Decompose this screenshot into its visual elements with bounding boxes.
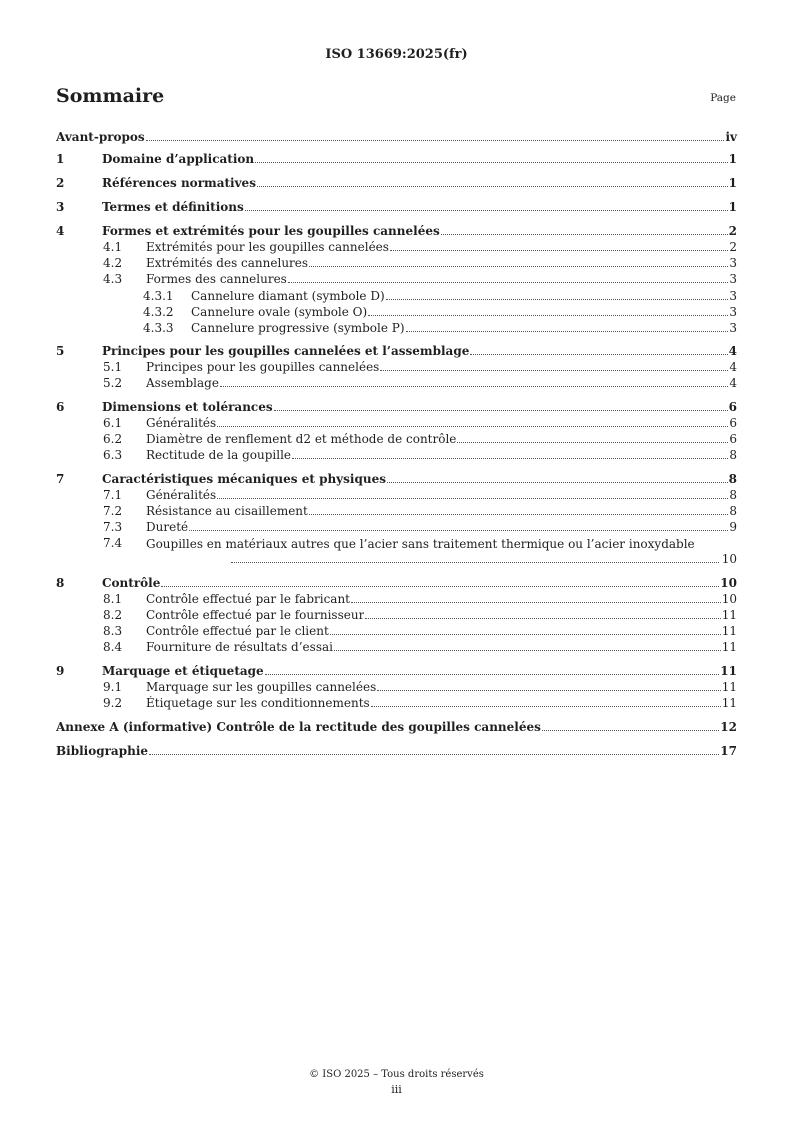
toc-leader-dots: [274, 410, 728, 411]
toc-entry-number: 6.2: [103, 432, 123, 446]
copyright-notice: © ISO 2025 – Tous droits réservés: [309, 1069, 484, 1080]
toc-entry-label: Caractéristiques mécaniques et physiques: [102, 472, 386, 486]
toc-entry-label: Cannelure ovale (symbole O): [191, 305, 368, 319]
toc-entry[interactable]: [56, 472, 737, 486]
toc-leader-dots: [368, 315, 728, 316]
toc-leader-dots: [255, 162, 728, 163]
toc-entry-page: 6: [729, 432, 737, 446]
toc-entry-page: 3: [729, 321, 737, 335]
document-id: ISO 13669:2025(fr): [325, 47, 468, 62]
toc-leader-dots: [390, 250, 728, 251]
toc-entry[interactable]: [56, 200, 737, 214]
toc-leader-dots: [351, 602, 721, 603]
toc-entry-page: 11: [721, 696, 737, 710]
toc-entry[interactable]: [56, 640, 737, 654]
toc-leader-dots: [245, 210, 728, 211]
toc-entry-number: 7.3: [103, 520, 123, 534]
toc-entry-number: 4.1: [103, 240, 123, 254]
toc-entry-label: Étiquetage sur les conditionnements: [146, 696, 370, 710]
toc-leader-dots: [217, 498, 728, 499]
toc-leader-dots: [387, 482, 728, 483]
toc-entry[interactable]: [56, 520, 737, 534]
toc-entry[interactable]: [56, 680, 737, 694]
toc-entry[interactable]: [56, 504, 737, 518]
toc-entry-label: Formes des cannelures: [146, 272, 287, 286]
toc-entry[interactable]: [56, 664, 737, 678]
toc-leader-dots: [406, 331, 729, 332]
toc-entry[interactable]: [56, 321, 737, 335]
toc-entry-label: Contrôle effectué par le fournisseur: [146, 608, 365, 622]
toc-entry-label: Généralités: [146, 416, 217, 430]
toc-entry[interactable]: [56, 130, 737, 144]
toc-entry-label: Fourniture de résultats d’essai: [146, 640, 333, 654]
toc-entry[interactable]: [56, 592, 737, 606]
toc-entry-number: 6: [56, 400, 65, 414]
toc-entry[interactable]: [56, 376, 737, 390]
toc-entry-page: 11: [721, 680, 737, 694]
toc-entry[interactable]: [56, 720, 737, 734]
toc-entry-number: 5: [56, 344, 65, 358]
toc-leader-dots: [292, 458, 728, 459]
toc-entry-page: 8: [729, 504, 737, 518]
toc-entry-label: Diamètre de renflement d2 et méthode de contrôle: [146, 432, 457, 446]
toc-entry[interactable]: [56, 416, 737, 430]
toc-entry-page: 12: [720, 720, 737, 734]
toc-entry-number: 8: [56, 576, 65, 590]
toc-entry-page: 8: [729, 448, 737, 462]
toc-entry[interactable]: [56, 305, 737, 319]
toc-entry-label: Principes pour les goupilles cannelées: [146, 360, 380, 374]
toc-entry-number: 6.3: [103, 448, 123, 462]
toc-entry-number: 2: [56, 176, 65, 190]
toc-entry-label: Domaine d’application: [102, 152, 255, 166]
toc-entry-number: 8.1: [103, 592, 123, 606]
toc-entry[interactable]: [56, 152, 737, 166]
toc-entry-label: Contrôle: [102, 576, 161, 590]
toc-entry-page: 3: [729, 289, 737, 303]
toc-entry-label: Bibliographie: [56, 744, 149, 758]
toc-entry-number: 1: [56, 152, 65, 166]
toc-entry[interactable]: [56, 344, 737, 358]
toc-entry-label: Extrémités pour les goupilles cannelées: [146, 240, 389, 254]
toc-entry[interactable]: [56, 176, 737, 190]
toc-leader-dots: [371, 706, 721, 707]
toc-entry-number: 4.3.3: [143, 321, 174, 335]
page-column-label: Page: [710, 92, 736, 104]
toc-entry-page: 9: [729, 520, 737, 534]
toc-entry[interactable]: [56, 432, 737, 446]
toc-entry-page: 6: [729, 416, 737, 430]
toc-entry-page: 1: [728, 200, 737, 214]
toc-entry-label: Cannelure progressive (symbole P): [191, 321, 405, 335]
toc-entry-label: Dimensions et tolérances: [102, 400, 273, 414]
toc-entry[interactable]: [56, 696, 737, 710]
toc-entry-page: 4: [728, 344, 737, 358]
toc-entry-page: 10: [721, 552, 737, 566]
toc-entry[interactable]: [56, 256, 737, 270]
toc-entry-page: 6: [728, 400, 737, 414]
toc-entry[interactable]: [56, 488, 737, 502]
toc-entry-page: 4: [729, 376, 737, 390]
toc-entry-label: Formes et extrémités pour les goupilles cannelées: [102, 224, 440, 238]
toc-entry-label: Contrôle effectué par le client: [146, 624, 329, 638]
toc-entry-label: Références normatives: [102, 176, 256, 190]
toc-entry-number: 4.3: [103, 272, 123, 286]
toc-leader-dots: [457, 442, 728, 443]
toc-entry-page: 3: [729, 305, 737, 319]
toc-entry-number: 4.3.1: [143, 289, 174, 303]
toc-entry-number: 7.4: [103, 536, 123, 550]
toc-entry-number: 9.2: [103, 696, 123, 710]
toc-leader-dots: [380, 370, 728, 371]
toc-entry[interactable]: [56, 624, 737, 638]
toc-entry-page: 3: [729, 272, 737, 286]
toc-entry-label: Cannelure diamant (symbole D): [191, 289, 385, 303]
toc-entry-page: 1: [728, 152, 737, 166]
toc-entry-label: Dureté: [146, 520, 189, 534]
toc-entry-page: 3: [729, 256, 737, 270]
toc-entry-page: 11: [721, 608, 737, 622]
toc-entry[interactable]: [56, 576, 737, 590]
toc-entry-number: 7.2: [103, 504, 123, 518]
toc-leader-dots: [161, 586, 719, 587]
toc-leader-dots: [149, 754, 719, 755]
toc-leader-dots: [309, 514, 729, 515]
toc-entry-page: 2: [729, 240, 737, 254]
toc-leader-dots: [470, 354, 727, 355]
toc-leader-dots: [365, 618, 720, 619]
toc-entry-label: Résistance au cisaillement: [146, 504, 308, 518]
toc-entry-number: 6.1: [103, 416, 123, 430]
toc-entry-number: 9: [56, 664, 65, 678]
toc-leader-dots: [265, 674, 720, 675]
toc-entry-number: 7: [56, 472, 65, 486]
toc-entry-label: Extrémités des cannelures: [146, 256, 309, 270]
toc-leader-dots: [441, 234, 728, 235]
toc-leader-dots: [288, 282, 729, 283]
toc-entry[interactable]: [56, 744, 737, 758]
toc-entry[interactable]: [56, 608, 737, 622]
toc-entry-page: 11: [721, 640, 737, 654]
toc-leader-dots: [220, 386, 728, 387]
toc-leader-dots: [386, 299, 729, 300]
toc-leader-dots: [334, 650, 721, 651]
toc-leader-dots: [330, 634, 721, 635]
toc-leader-dots: [146, 140, 725, 141]
toc-entry-wrap: [146, 536, 737, 552]
toc-entry[interactable]: [56, 536, 737, 566]
toc-leader-dots: [257, 186, 728, 187]
toc-entry-page: 8: [729, 488, 737, 502]
page-number: iii: [391, 1083, 402, 1096]
toc-entry-page: 11: [721, 624, 737, 638]
toc-entry-number: 4.2: [103, 256, 123, 270]
toc-leader-dots: [231, 562, 719, 563]
toc-leader-dots: [309, 266, 728, 267]
toc-entry-page: 10: [721, 592, 737, 606]
toc-entry-page: 1: [728, 176, 737, 190]
toc-entry-number: 9.1: [103, 680, 123, 694]
toc-entry-label: Avant-propos: [56, 130, 145, 144]
toc-entry-number: 4: [56, 224, 65, 238]
toc-entry-label: Marquage sur les goupilles cannelées: [146, 680, 377, 694]
toc-entry[interactable]: [56, 272, 737, 286]
toc-entry-page: 10: [720, 576, 737, 590]
toc-leader-dots: [189, 530, 728, 531]
toc-entry-number: 8.2: [103, 608, 123, 622]
toc-entry-label: Principes pour les goupilles cannelées et l’assemblage: [102, 344, 470, 358]
toc-entry-page: 11: [720, 664, 737, 678]
toc-entry-label: Rectitude de la goupille: [146, 448, 292, 462]
toc-leader-dots: [542, 730, 719, 731]
toc-entry-number: 5.1: [103, 360, 123, 374]
toc-entry-label: Généralités: [146, 488, 217, 502]
toc-entry-label: Assemblage: [146, 376, 219, 390]
toc-entry-page: iv: [725, 130, 737, 144]
toc-entry-page: 8: [728, 472, 737, 486]
toc-entry-label: Goupilles en matériaux autres que l’acier sans traitement thermique ou l’acier inoxydable: [146, 537, 695, 551]
toc-entry[interactable]: [56, 224, 737, 238]
toc-entry-number: 3: [56, 200, 65, 214]
toc-entry-page: 2: [728, 224, 737, 238]
toc-leader-dots: [377, 690, 720, 691]
toc-entry-number: 4.3.2: [143, 305, 174, 319]
page-title: Sommaire: [56, 85, 165, 107]
toc-entry-number: 8.4: [103, 640, 123, 654]
toc-entry[interactable]: [56, 448, 737, 462]
toc-entry-label: Marquage et étiquetage: [102, 664, 264, 678]
toc-entry-label: Termes et définitions: [102, 200, 244, 214]
toc-entry[interactable]: [56, 289, 737, 303]
toc-entry-number: 5.2: [103, 376, 123, 390]
footer: [0, 1069, 793, 1096]
toc-entry[interactable]: [56, 240, 737, 254]
toc-leader-dots: [217, 426, 728, 427]
toc-entry[interactable]: [56, 360, 737, 374]
toc-entry-label: Annexe A (informative) Contrôle de la rectitude des goupilles cannelées: [56, 720, 541, 734]
toc-entry-number: 7.1: [103, 488, 123, 502]
toc-entry-number: 8.3: [103, 624, 123, 638]
toc-entry[interactable]: [56, 400, 737, 414]
toc-entry-page: 17: [720, 744, 737, 758]
toc-entry-page: 4: [729, 360, 737, 374]
toc-entry-label: Contrôle effectué par le fabricant: [146, 592, 351, 606]
